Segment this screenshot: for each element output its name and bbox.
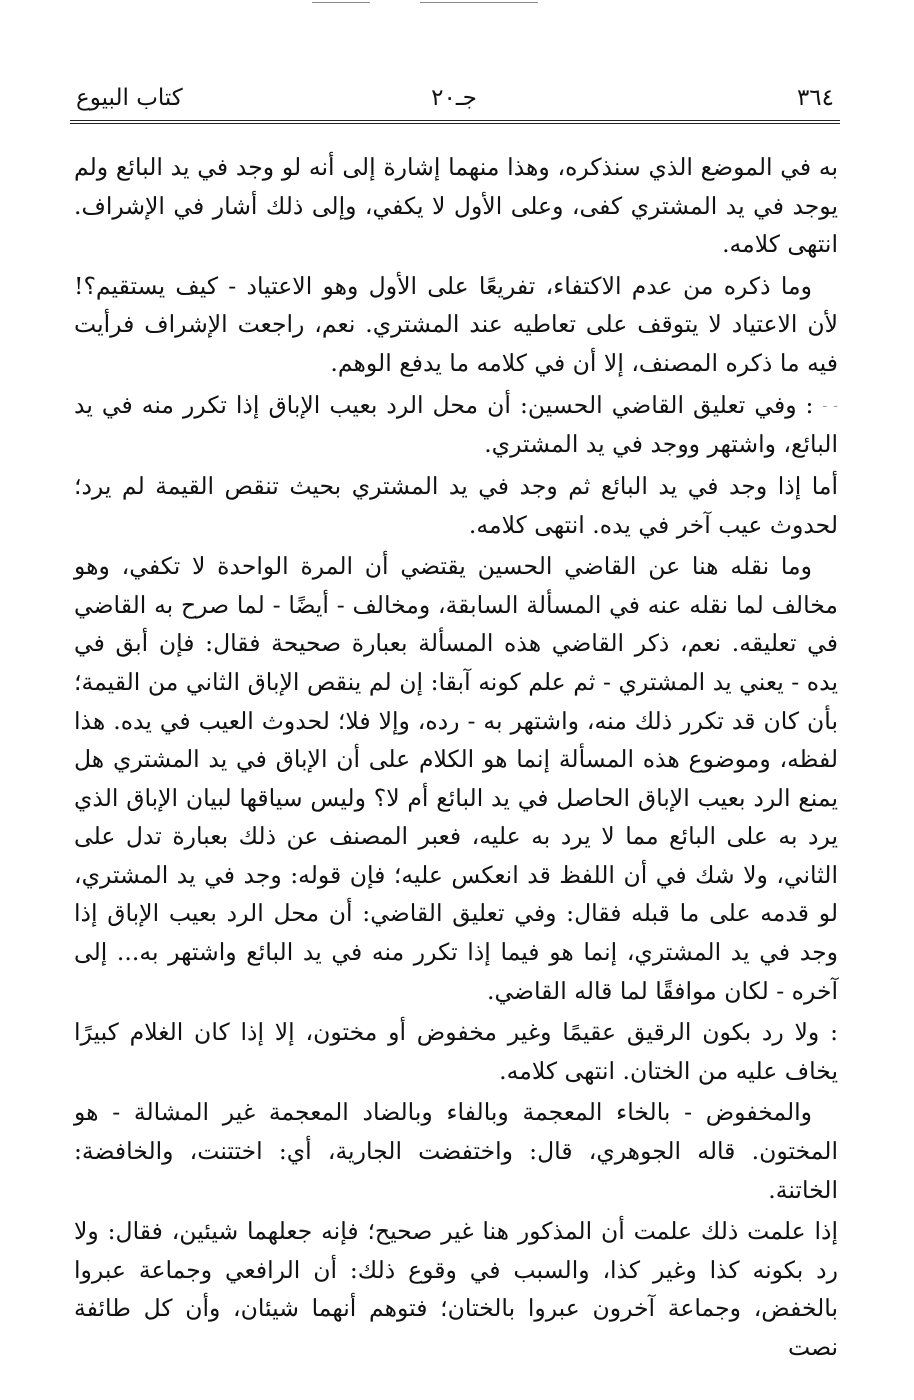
top-scan-rule-right [420, 2, 538, 3]
body-text [74, 148, 838, 1370]
paragraph [74, 547, 838, 1010]
paragraph-text: وما ذكره من عدم الاكتفاء، تفريعًا على الأول وهو الاعتياد - كيف يستقيم؟! لأن الاعتياد لا يتوقف على تعاطيه عند المشتري. نعم، راجعت الإشراف فرأيت فيه ما ذكره المصنف، إلا أن في كلامه ما يدفع الوهم. [74, 271, 838, 377]
paragraph-text: أما إذا وجد في يد البائع ثم وجد في يد المشتري بحيث تنقص القيمة لم يرد؛ لحدوث عيب آخر في يده. انتهى كلامه. [74, 471, 838, 539]
paragraph [74, 267, 838, 383]
paragraph-text: وما نقله هنا عن القاضي الحسين يقتضي أن المرة الواحدة لا تكفي، وهو مخالف لما نقله عنه في المسألة السابقة، ومخالف - أيضًا - لما صرح به القاضي في تعليقه. نعم، ذكر القاضي هذه المسألة بعبارة صحيحة فقال: فإن أبق في يده - يعني يد المشتري - ثم علم كونه آبقا: إن لم ينقص الإباق الثاني من القيمة؛ بأن كان قد تكرر ذلك منه، واشتهر به - رده، وإلا فلا؛ لحدوث العيب في يده. هذا لفظه، وموضوع هذه المسألة إنما هو الكلام على أن الإباق في يد المشتري هل يمنع الرد بعيب الإباق الحاصل في يد البائع أم لا؟ وليس سياقها لبيان الإباق الذي يرد به على البائع مما لا يرد به عليه، فعبر المصنف عن ذلك بعبارة تدل على الثاني، ولا شك في أن اللفظ قد انعكس عليه؛ فإن قوله: وجد في يد المشتري، لو قدمه على ما قبله فقال: وفي تعليق القاضي: أن محل الرد بعيب الإباق إذا وجد في يد المشتري، إنما هو فيما إذا تكرر منه في يد البائع واشتهر به... إلى آخره - لكان موافقًا لما قاله القاضي. [74, 552, 838, 1005]
volume-label: جـ٢٠ [431, 85, 477, 111]
header-double-rule [70, 120, 840, 124]
paragraph [74, 1013, 838, 1090]
paragraph-text: : وفي تعليق القاضي الحسين: أن محل الرد بعيب الإباق إذا تكرر منه في يد البائع، واشتهر ووجد في يد المشتري. [74, 390, 838, 459]
running-header [70, 80, 838, 116]
book-title: كتاب البيوع [76, 85, 183, 111]
page-number: ٣٦٤ [796, 85, 834, 111]
top-scan-rule-left [312, 2, 370, 3]
paragraph [74, 467, 838, 544]
paragraph [74, 1093, 838, 1209]
paragraph-text: والمخفوض - بالخاء المعجمة وبالفاء وبالضاد المعجمة غير المشالة - هو المختون. قاله الجوهري، قال: واختفضت الجارية، أي: اختتنت، والخافضة: الخاتنة. [74, 1098, 838, 1204]
paragraph [74, 386, 838, 464]
paragraph [74, 1212, 838, 1366]
paragraph-text: : ولا رد بكون الرقيق عقيمًا وغير مخفوض أو مختون، إلا إذا كان الغلام كبيرًا يخاف عليه من الختان. انتهى كلامه. [74, 1018, 838, 1085]
paragraph-text: به في الموضع الذي سنذكره، وهذا منهما إشارة إلى أنه لو وجد في يد البائع ولم يوجد في يد المشتري كفى، وعلى الأول لا يكفي، وإلى ذلك أشار في الإشراف. انتهى كلامه. [74, 153, 838, 259]
faint-marker: - - [822, 397, 838, 414]
paragraph [74, 148, 838, 264]
paragraph-text: إذا علمت ذلك علمت أن المذكور هنا غير صحيح؛ فإنه جعلهما شيئين، فقال: ولا رد بكونه كذا وغير كذا، والسبب في وقوع ذلك: أن الرافعي وجماعة عبروا بالخفض، وجماعة آخرون عبروا بالختان؛ فتوهم أنهما شيئان، وأن كل طائفة نصت [74, 1217, 838, 1362]
